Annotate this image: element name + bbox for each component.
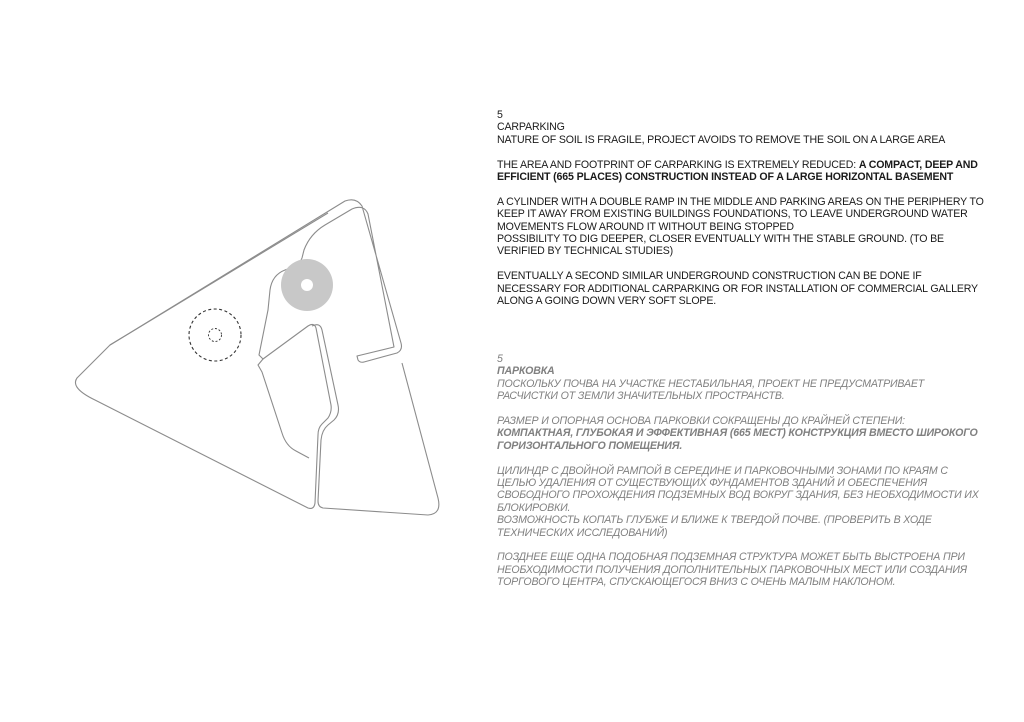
secondary-cylinder-inner-dashed: [209, 329, 222, 342]
intro-paragraph: NATURE OF SOIL IS FRAGILE, PROJECT AVOIDS TO REMOVE THE SOIL ON A LARGE AREA: [497, 133, 946, 146]
section-title: CARPARKING: [497, 121, 565, 134]
russian-description: [497, 353, 987, 601]
intro-paragraph-ru: ПОСКОЛЬКУ ПОЧВА НА УЧАСТКЕ НЕСТАБИЛЬНАЯ, ПРОЕКТ НЕ ПРЕДУСМАТРИВАЕТ РАСЧИСТКИ ОТ ЗЕМЛИ ЗНАЧИТЕЛЬНЫХ ПРОСТРАНСТВ.: [497, 377, 925, 403]
section-number-ru: 5: [497, 353, 503, 365]
secondary-cylinder-outer-dashed: [189, 309, 241, 361]
site-outline-east: [312, 325, 439, 515]
second-construction-paragraph: EVENTUALLY A SECOND SIMILAR UNDERGROUND CONSTRUCTION CAN BE DONE IF NECESSARY FOR ADDITIONAL CARPARKING OR FOR INSTALLATION OF COMMERCIAL GALLERY ALONG A GOING DOWN VERY SOFT SLOPE.: [497, 270, 978, 308]
proposed-cylinder-core: [301, 279, 313, 291]
section-title-ru: ПАРКОВКА: [497, 365, 555, 378]
footprint-paragraph-ru: [497, 415, 987, 452]
second-construction-paragraph-ru: ПОЗДНЕЕ ЕЩЕ ОДНА ПОДОБНАЯ ПОДЗЕМНАЯ СТРУКТУРА МОЖЕТ БЫТЬ ВЫСТРОЕНА ПРИ НЕОБХОДИМОСТИ ПОЛУЧЕНИЯ ДОПОЛНИТЕЛЬНЫХ ПАРКОВОЧНЫХ МЕСТ ИЛИ СОЗДАНИЯ ТОРГОВОГО ЦЕНТРА, СПУСКАЮЩЕГОСЯ ВНИЗ С ОЧЕНЬ МАЛЫМ НАКЛОНОМ.: [497, 551, 967, 589]
english-description: [497, 109, 987, 320]
footprint-text-ru: РАЗМЕР И ОПОРНАЯ ОСНОВА ПАРКОВКИ СОКРАЩЕНЫ ДО КРАЙНЕЙ СТЕПЕНИ:: [497, 415, 905, 428]
site-outline-inner-west: [258, 359, 309, 458]
footprint-paragraph: [497, 159, 987, 184]
deeper-paragraph-ru: ВОЗМОЖНОСТЬ КОПАТЬ ГЛУБЖЕ И БЛИЖЕ К ТВЕРДОЙ ПОЧВЕ. (ПРОВЕРИТЬ В ХОДЕ ТЕХНИЧЕСКИХ ИССЛЕДОВАНИЙ): [497, 514, 932, 539]
cylinder-paragraph: A CYLINDER WITH A DOUBLE RAMP IN THE MIDDLE AND PARKING AREAS ON THE PERIPHERY TO KEEP IT AWAY FROM EXISTING BUILDINGS FOUNDATIONS, TO LEAVE UNDERGROUND WATER MOVEMENTS FLOW AROUND IT WITHOUT BEING STOPPED: [497, 195, 984, 233]
deeper-paragraph: POSSIBILITY TO DIG DEEPER, CLOSER EVENTUALLY WITH THE STABLE GROUND. (TO BE VERIFIED BY TECHNICAL STUDIES): [497, 233, 944, 258]
section-number: 5: [497, 109, 503, 121]
footprint-text: THE AREA AND FOOTPRINT OF CARPARKING IS EXTREMELY REDUCED:: [497, 158, 859, 171]
site-plan-diagram: [0, 0, 480, 722]
cylinder-paragraph-ru: ЦИЛИНДР С ДВОЙНОЙ РАМПОЙ В СЕРЕДИНЕ И ПАРКОВОЧНЫМИ ЗОНАМИ ПО КРАЯМ С ЦЕЛЬЮ УДАЛЕНИЯ ОТ СУЩЕСТВУЮЩИХ ФУНДАМЕНТОВ ЗДАНИЙ И ОБЕСПЕЧЕНИЯ СВОБОДНОГО ПРОХОЖДЕНИЯ ПОДЗЕМНЫХ ВОД ВОКРУГ ЗДАНИЯ, БЕЗ НЕОБХОДИМОСТИ ИХ БЛОКИРОВКИ.: [497, 464, 979, 514]
footprint-emphasis: A COMPACT, DEEP AND EFFICIENT (665 PLACES) CONSTRUCTION INSTEAD OF A LARGE HORIZONTAL BASEMENT: [497, 158, 978, 184]
footprint-emphasis-ru: КОМПАКТНАЯ, ГЛУБОКАЯ И ЭФФЕКТИВНАЯ (665 МЕСТ) КОНСТРУКЦИЯ ВМЕСТО ШИРОКОГО ГОРИЗОНТАЛЬНОГО ПОМЕЩЕНИЯ.: [497, 427, 978, 452]
site-outline: [75, 200, 401, 509]
